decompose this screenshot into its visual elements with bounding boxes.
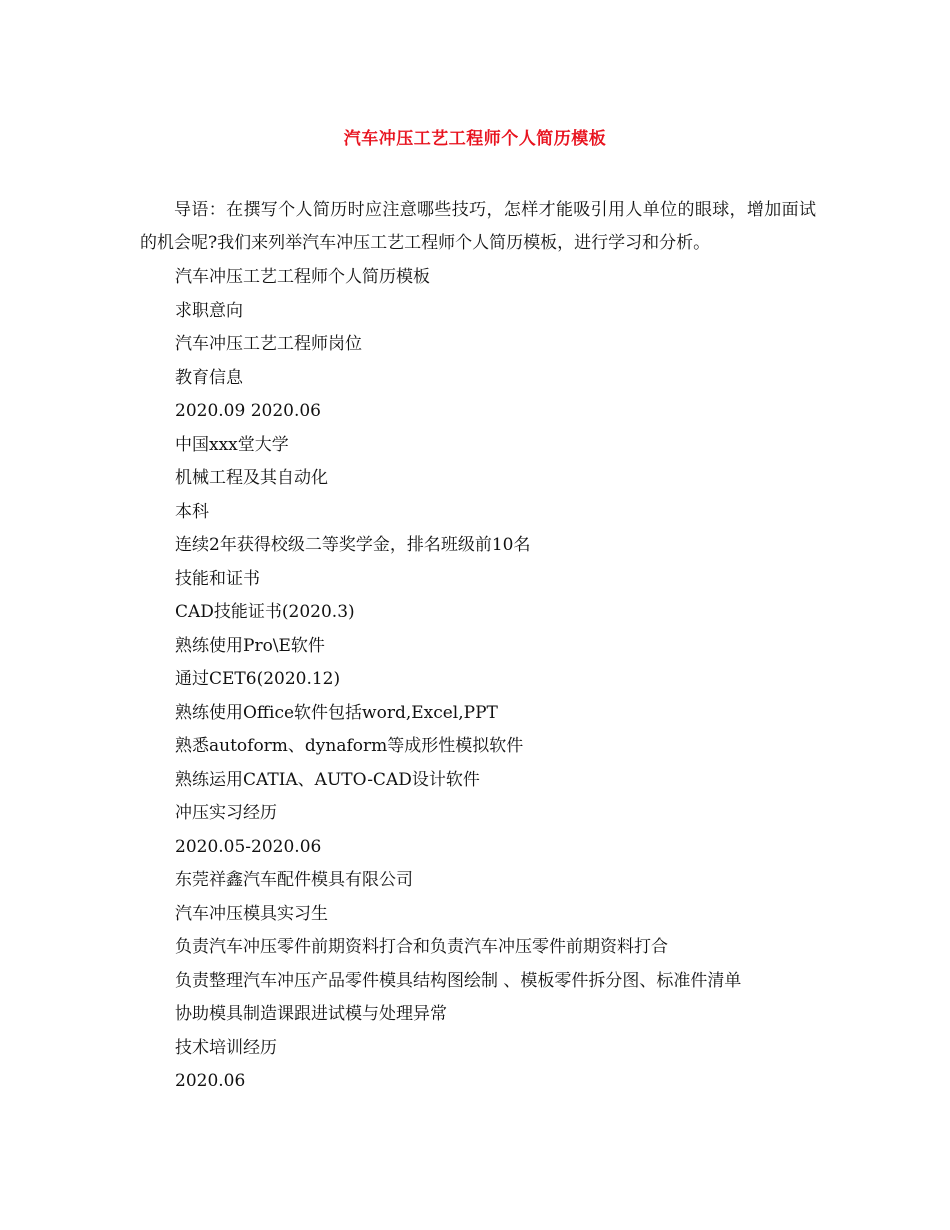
resume-line: 机械工程及其自动化 xyxy=(175,468,328,488)
intro-paragraph: 导语：在撰写个人简历时应注意哪些技巧，怎样才能吸引用人单位的眼球，增加面试的机会呢?我们来列举汽车冲压工艺工程师个人简历模板，进行学习和分析。 xyxy=(140,200,816,253)
document-title: 汽车冲压工艺工程师个人简历模板 xyxy=(343,129,607,149)
resume-line: 汽车冲压工艺工程师个人简历模板 xyxy=(175,267,430,287)
resume-line: 技能和证书 xyxy=(175,568,260,589)
resume-line: 技术培训经历 xyxy=(175,1037,277,1058)
resume-line: 负责整理汽车冲压产品零件模具结构图绘制 、模板零件拆分图、标准件清单 xyxy=(175,970,742,991)
resume-line: 2020.06 xyxy=(175,1071,246,1091)
resume-line: 熟悉autoform、dynaform等成形性模拟软件 xyxy=(175,736,524,756)
resume-line: 协助模具制造课跟进试模与处理异常 xyxy=(175,1004,447,1024)
resume-line: 求职意向 xyxy=(175,300,243,321)
resume-line: 东莞祥鑫汽车配件模具有限公司 xyxy=(175,870,413,890)
resume-line: 2020.09 2020.06 xyxy=(175,401,322,421)
resume-line: 熟练使用Pro\E软件 xyxy=(175,635,325,656)
resume-lines xyxy=(175,261,835,1099)
resume-line: 冲压实习经历 xyxy=(175,803,277,823)
resume-line: 负责汽车冲压零件前期资料打合和负责汽车冲压零件前期资料打合 xyxy=(175,937,668,957)
resume-line: 汽车冲压工艺工程师岗位 xyxy=(175,334,362,354)
resume-line: 熟练运用CATIA、AUTO-CAD设计软件 xyxy=(175,769,480,790)
resume-line: 熟练使用Office软件包括word,Excel,PPT xyxy=(175,702,498,723)
resume-line: CAD技能证书(2020.3) xyxy=(175,602,355,622)
resume-line: 通过CET6(2020.12) xyxy=(175,669,341,689)
resume-line: 中国xxx堂大学 xyxy=(175,434,289,455)
resume-line: 教育信息 xyxy=(175,367,243,388)
resume-line: 连续2年获得校级二等奖学金，排名班级前10名 xyxy=(175,535,531,555)
resume-line: 2020.05-2020.06 xyxy=(175,836,322,857)
resume-line: 本科 xyxy=(175,501,209,522)
resume-line: 汽车冲压模具实习生 xyxy=(175,903,328,924)
